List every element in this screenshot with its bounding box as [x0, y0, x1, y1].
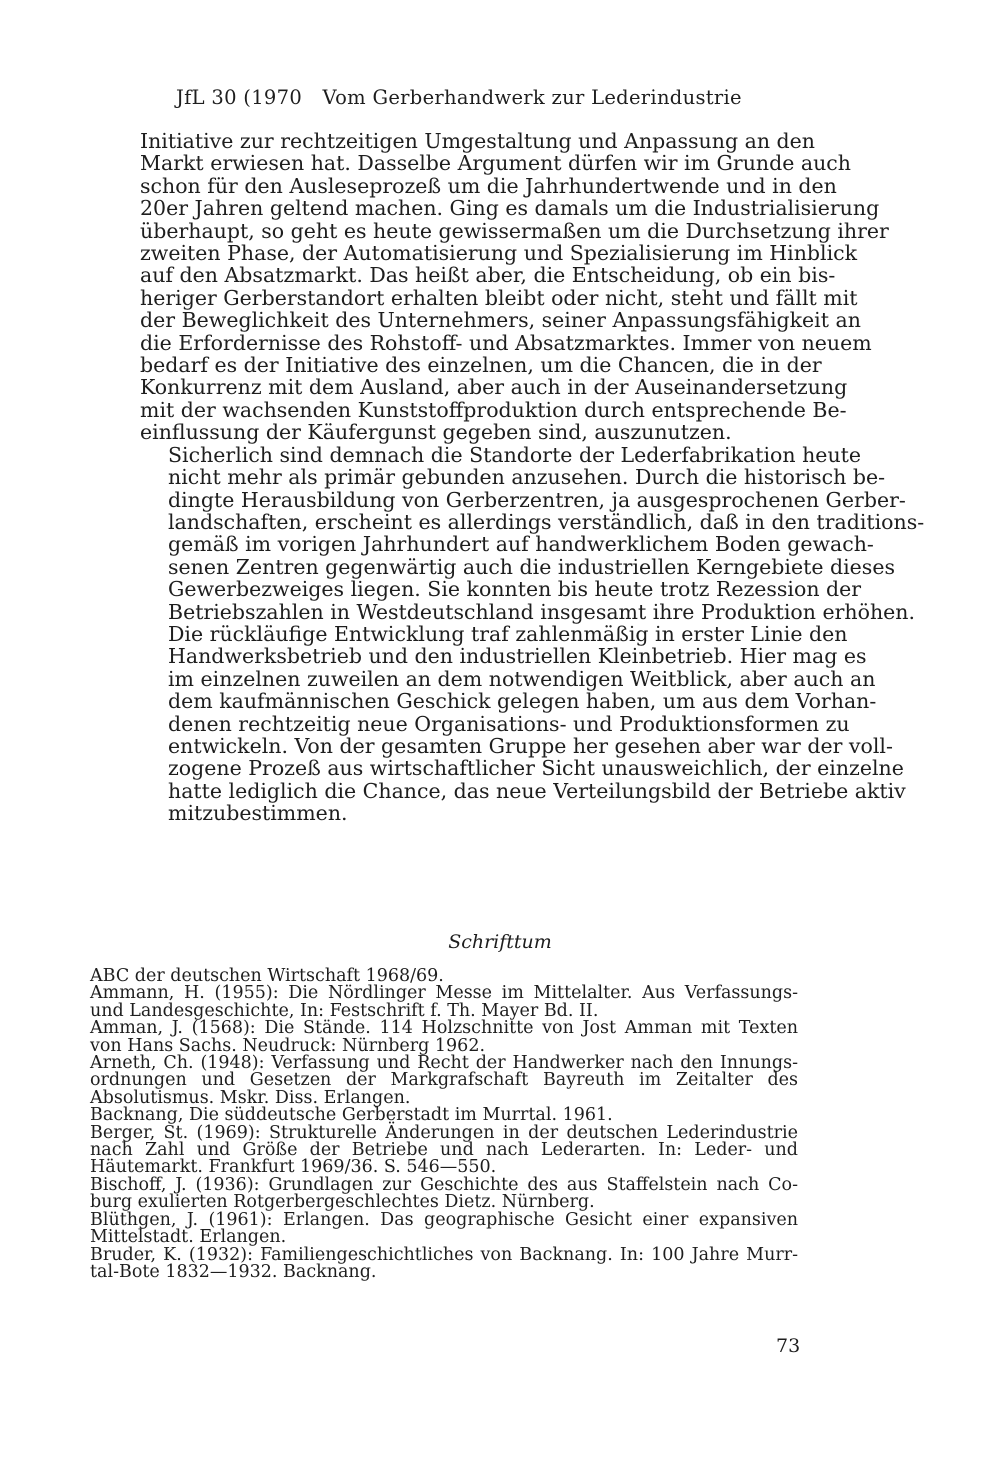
- text-line: gemäß im vorigen Jahrhundert auf handwerklichem Boden gewach-: [168, 532, 874, 557]
- text-line: Betriebszahlen in Westdeutschland insgesamt ihre Produktion erhöhen.: [168, 599, 916, 624]
- text-line: senen Zentren gegenwärtig auch die industriellen Kerngebiete dieses: [168, 554, 895, 579]
- bibliography-line: tal-Bote 1832—1932. Backnang.: [90, 1261, 377, 1282]
- text-line: mitzubestimmen.: [168, 801, 348, 826]
- bibliography-entry: [90, 1055, 798, 1107]
- text-line: Markt erwiesen hat. Dasselbe Argument dürfen wir im Grunde auch: [140, 151, 851, 176]
- text-line: hatte lediglich die Chance, das neue Verteilungsbild der Betriebe aktiv: [168, 778, 906, 803]
- bibliography-entry: [90, 985, 798, 1020]
- bibliography-line: Häutemarkt. Frankfurt 1969/36. S. 546—550.: [90, 1157, 497, 1178]
- bibliography-line: Amman, J. (1568): Die Stände. 114 Holzschnitte von Jost Amman mit Texten: [90, 1018, 798, 1039]
- bibliography-entry: [90, 1209, 798, 1248]
- body-text: [140, 129, 925, 826]
- text-line: landschaften, erscheint es allerdings verständlich, daß in den traditions-: [168, 509, 925, 534]
- page-number: 73: [776, 1335, 801, 1357]
- bibliography-line: ABC der deutschen Wirtschaft 1968/69.: [90, 966, 444, 986]
- text-line: nicht mehr als primär gebunden anzusehen. Durch die historisch be-: [168, 465, 886, 490]
- text-line: Gewerbezweiges liegen. Sie konnten bis heute trotz Rezession der: [168, 577, 862, 602]
- bibliography-line: nach Zahl und Größe der Betriebe und nach Lederarten. In: Leder- und: [90, 1140, 798, 1161]
- text-line: dingte Herausbildung von Gerberzentren, ja ausgesprochenen Gerber-: [168, 487, 906, 512]
- text-line: im einzelnen zuweilen an dem notwendigen Weitblick, aber auch an: [168, 666, 876, 691]
- running-title: Vom Gerberhandwerk zur Lederindustrie: [322, 86, 742, 109]
- text-line: dem kaufmännischen Geschick gelegen haben, um aus dem Vorhan-: [168, 689, 877, 714]
- bibliography-line: von Hans Sachs. Neudruck: Nürnberg 1962.: [90, 1035, 486, 1056]
- bibliography-entry: [90, 1174, 798, 1213]
- text-line: überhaupt, so geht es heute gewissermaßen um die Durchsetzung ihrer: [140, 218, 889, 243]
- text-line: Initiative zur rechtzeitigen Umgestaltung und Anpassung an den: [140, 129, 815, 153]
- text-line: auf den Absatzmarkt. Das heißt aber, die Entscheidung, ob ein bis-: [140, 263, 836, 288]
- bibliography-line: Blüthgen, J. (1961): Erlangen. Das geographische Gesicht einer expansiven: [90, 1209, 798, 1230]
- bibliography: [90, 968, 798, 1281]
- text-line: Sicherlich sind demnach die Standorte der Lederfabrikation heute: [168, 442, 862, 467]
- text-line: 20er Jahren geltend machen. Ging es damals um die Industrialisierung: [140, 196, 880, 221]
- text-line: denen rechtzeitig neue Organisations- und Produktionsformen zu: [168, 711, 850, 736]
- text-line: Die rückläufige Entwicklung traf zahlenmäßig in erster Linie den: [168, 621, 848, 646]
- bibliography-entry: [90, 1020, 798, 1055]
- bibliography-line: Bruder, K. (1932): Familiengeschichtliches von Backnang. In: 100 Jahre Murr-: [90, 1244, 798, 1265]
- bibliography-entry: [90, 1122, 798, 1178]
- bibliography-line: Bischoff, J. (1936): Grundlagen zur Geschichte des aus Staffelstein nach Co-: [90, 1174, 798, 1195]
- bibliography-line: burg exulierten Rotgerbergeschlechtes Dietz. Nürnberg.: [90, 1192, 595, 1213]
- bibliography-line: Absolutismus. Mskr. Diss. Erlangen.: [90, 1087, 411, 1108]
- text-line: mit der wachsenden Kunststoffproduktion durch entsprechende Be-: [140, 397, 847, 422]
- text-line: Handwerksbetrieb und den industriellen Kleinbetrieb. Hier mag es: [168, 644, 867, 669]
- bibliography-line: Arneth, Ch. (1948): Verfassung und Recht der Handwerker nach den Innungs-: [90, 1053, 798, 1074]
- text-line: heriger Gerberstandort erhalten bleibt oder nicht, steht und fällt mit: [140, 285, 858, 310]
- bibliography-line: Backnang, Die süddeutsche Gerberstadt im Murrtal. 1961.: [90, 1105, 613, 1126]
- bibliography-entry: [90, 1244, 798, 1282]
- bibliography-line: ordnungen und Gesetzen der Markgrafschaft Bayreuth im Zeitalter des: [90, 1070, 798, 1091]
- running-head: [176, 86, 742, 109]
- text-line: der Beweglichkeit des Unternehmers, seiner Anpassungsfähigkeit an: [140, 308, 861, 333]
- bibliography-line: Berger, St. (1969): Strukturelle Änderungen in der deutschen Lederindustrie: [90, 1122, 798, 1143]
- paragraph: [140, 129, 889, 445]
- text-line: einflussung der Käufergunst gegeben sind, auszunutzen.: [140, 420, 732, 445]
- text-line: entwickeln. Von der gesamten Gruppe her gesehen aber war der voll-: [168, 733, 893, 758]
- paragraph: [140, 442, 925, 624]
- journal-reference: JfL 30 (1970: [176, 86, 303, 109]
- bibliography-line: Mittelstadt. Erlangen.: [90, 1227, 287, 1248]
- text-line: zweiten Phase, der Automatisierung und Spezialisierung im Hinblick: [140, 241, 858, 266]
- paragraph: [140, 621, 906, 826]
- text-line: Konkurrenz mit dem Ausland, aber auch in der Auseinandersetzung: [140, 375, 848, 400]
- bibliography-line: Ammann, H. (1955): Die Nördlinger Messe im Mittelalter. Aus Verfassungs-: [90, 983, 798, 1004]
- text-line: die Erfordernisse des Rohstoff- und Absatzmarktes. Immer von neuem: [140, 330, 872, 355]
- text-line: schon für den Ausleseprozeß um die Jahrhundertwende und in den: [140, 173, 837, 198]
- text-line: zogene Prozeß aus wirtschaftlicher Sicht unausweichlich, der einzelne: [168, 756, 904, 781]
- bibliography-line: und Landesgeschichte, In: Festschrift f. Th. Mayer Bd. II.: [90, 1000, 599, 1021]
- section-heading: Schrifttum: [448, 931, 552, 953]
- text-line: bedarf es der Initiative des einzelnen, um die Chancen, die in der: [140, 353, 822, 378]
